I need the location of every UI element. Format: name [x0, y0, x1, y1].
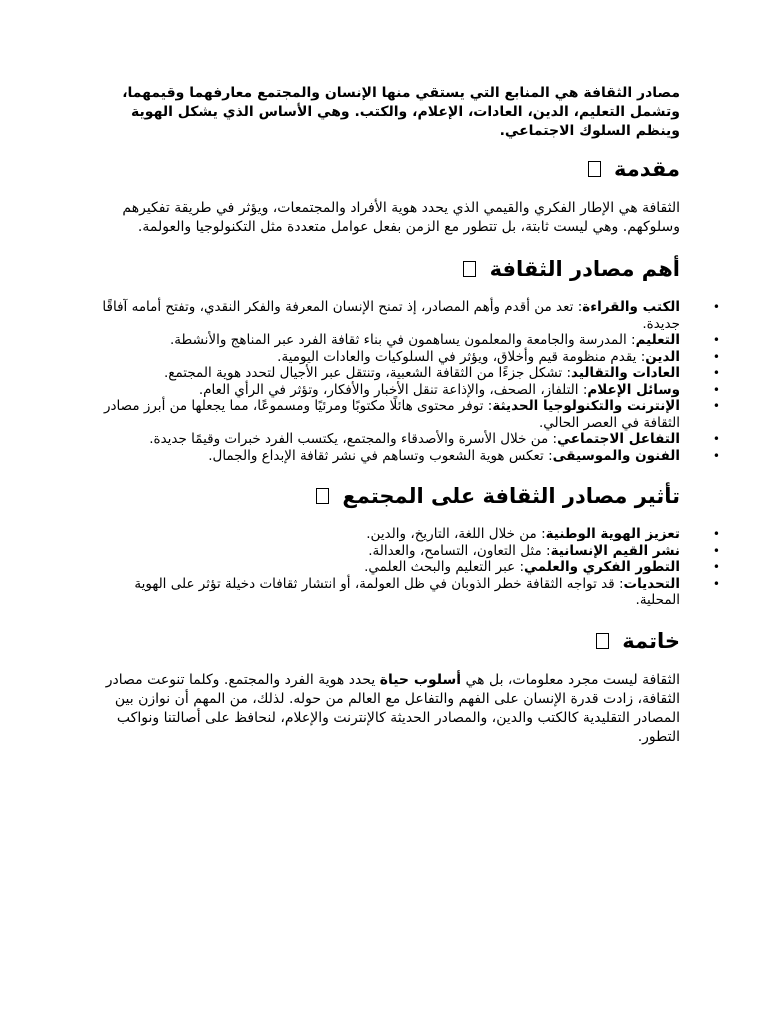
heading-conclusion-text: خاتمة	[622, 628, 680, 653]
bullet-icon: •	[712, 300, 720, 314]
missing-glyph-box-icon	[596, 633, 609, 649]
heading-impact	[88, 482, 680, 510]
list-item	[88, 381, 720, 399]
list-item-desc: : يقدم منظومة قيم وأخلاق، ويؤثر في السلوكيات والعادات اليومية.	[277, 348, 646, 365]
bullet-icon: •	[712, 399, 720, 413]
document-page	[88, 84, 720, 765]
list-item	[88, 431, 720, 448]
list-item	[88, 575, 720, 609]
bullet-icon: •	[712, 560, 720, 574]
list-item-desc: : عبر التعليم والبحث العلمي.	[364, 559, 525, 575]
list-item-desc: : التلفاز، الصحف، والإذاعة تنقل الأخبار والأفكار، وتؤثر في الرأي العام.	[198, 381, 588, 398]
list-item-term: التفاعل الاجتماعي	[557, 431, 680, 447]
intro-paragraph: مصادر الثقافة هي المنابع التي يستقي منها الإنسان والمجتمع معارفهما وقيمهما، وتشمل التعليم، الدين، العادات، الإعلام، والكتب. وهي الأساس الذي يشكل الهوية وينظم السلوك الاجتماعي.	[122, 85, 680, 139]
bullet-icon: •	[712, 448, 720, 463]
sources-list	[88, 299, 720, 464]
list-item-term: تعزيز الهوية الوطنية	[545, 526, 680, 542]
list-item-term: الكتب والقراءة	[582, 299, 680, 315]
heading-main-sources-text: أهم مصادر الثقافة	[489, 257, 680, 281]
list-item-desc: : تعكس هوية الشعوب وتساهم في نشر ثقافة الإبداع والجمال.	[208, 447, 553, 464]
bullet-icon: •	[712, 349, 720, 364]
list-item-desc: : المدرسة والجامعة والمعلمون يساهمون في بناء ثقافة الفرد عبر المناهج والأنشطة.	[170, 332, 636, 348]
conclusion-emphasis: أسلوب حياة	[379, 671, 462, 688]
list-item	[88, 365, 720, 382]
heading-conclusion	[88, 627, 680, 655]
bullet-icon: •	[712, 432, 720, 446]
list-item	[88, 542, 720, 560]
list-item-term: التحديات	[623, 575, 680, 592]
conclusion-paragraph	[88, 671, 680, 747]
missing-glyph-box-icon	[588, 161, 601, 177]
bullet-icon: •	[712, 543, 720, 558]
list-item-term: العادات والتقاليد	[571, 365, 680, 381]
heading-introduction	[88, 155, 680, 183]
conclusion-text-start: الثقافة ليست مجرد معلومات، بل هي	[461, 671, 680, 688]
impact-list	[88, 526, 720, 609]
bullet-icon: •	[712, 333, 720, 347]
heading-introduction-text: مقدمة	[614, 157, 680, 181]
list-item-term: التطور الفكري والعلمي	[524, 559, 680, 575]
list-item-desc: : مثل التعاون، التسامح، والعدالة.	[368, 542, 551, 559]
bullet-icon: •	[712, 382, 720, 397]
list-item-term: الدين	[645, 348, 680, 365]
list-item	[88, 398, 720, 431]
conclusion-text-end: يحدد هوية الفرد والمجتمع. وكلما تنوعت مصادر الثقافة، زادت قدرة الإنسان على الفهم والتفاعل مع العالم من حوله. لذلك، من المهم أن نوازن بين المصادر التقليدية كالكتب والدين، والمصادر الحديثة كالإنترنت والإعلام، لنحافظ على أصالتنا ونواكب التطور.	[105, 671, 680, 745]
list-item-desc: : قد تواجه الثقافة خطر الذوبان في ظل العولمة، أو انتشار ثقافات دخيلة تؤثر على الهوية المحلية.	[134, 575, 680, 608]
list-item-term: نشر القيم الإنسانية	[550, 542, 680, 559]
list-item-desc: : توفر محتوى هائلًا مكتوبًا ومرئيًا ومسموعًا، مما يجعلها من أبرز مصادر الثقافة في العصر الحالي.	[103, 398, 680, 431]
missing-glyph-box-icon	[463, 261, 476, 277]
missing-glyph-box-icon	[316, 488, 329, 504]
bullet-icon: •	[712, 366, 720, 380]
list-item-desc: : تعد من أقدم وأهم المصادر، إذ تمنح الإنسان المعرفة والفكر النقدي، وتفتح أمامه آفاقًا جديدة.	[102, 299, 680, 332]
introduction-paragraph: الثقافة هي الإطار الفكري والقيمي الذي يحدد هوية الأفراد والمجتمعات، ويؤثر في طريقة تفكيرهم وسلوكهم. وهي ليست ثابتة، بل تتطور مع الزمن بفعل عوامل متعددة مثل التكنولوجيا والعولمة.	[122, 200, 680, 235]
list-item-term: الإنترنت والتكنولوجيا الحديثة	[492, 398, 680, 414]
heading-main-sources	[88, 255, 680, 283]
list-item-desc: : تشكل جزءًا من الثقافة الشعبية، وتنتقل عبر الأجيال لتحدد هوية المجتمع.	[163, 365, 572, 381]
bullet-icon: •	[712, 576, 720, 591]
list-item-desc: : من خلال اللغة، التاريخ، والدين.	[366, 526, 546, 542]
list-item-term: وسائل الإعلام	[587, 381, 680, 398]
list-item	[88, 559, 720, 576]
bullet-icon: •	[712, 527, 720, 541]
list-item	[88, 526, 720, 543]
list-item-term: التعليم	[635, 332, 680, 348]
list-item	[88, 447, 720, 465]
list-item-term: الفنون والموسيقى	[552, 447, 680, 464]
heading-impact-text: تأثير مصادر الثقافة على المجتمع	[342, 484, 680, 508]
list-item	[88, 348, 720, 366]
list-item	[88, 299, 720, 332]
list-item	[88, 332, 720, 349]
list-item-desc: : من خلال الأسرة والأصدقاء والمجتمع، يكتسب الفرد خبرات وقيمًا جديدة.	[149, 431, 558, 447]
